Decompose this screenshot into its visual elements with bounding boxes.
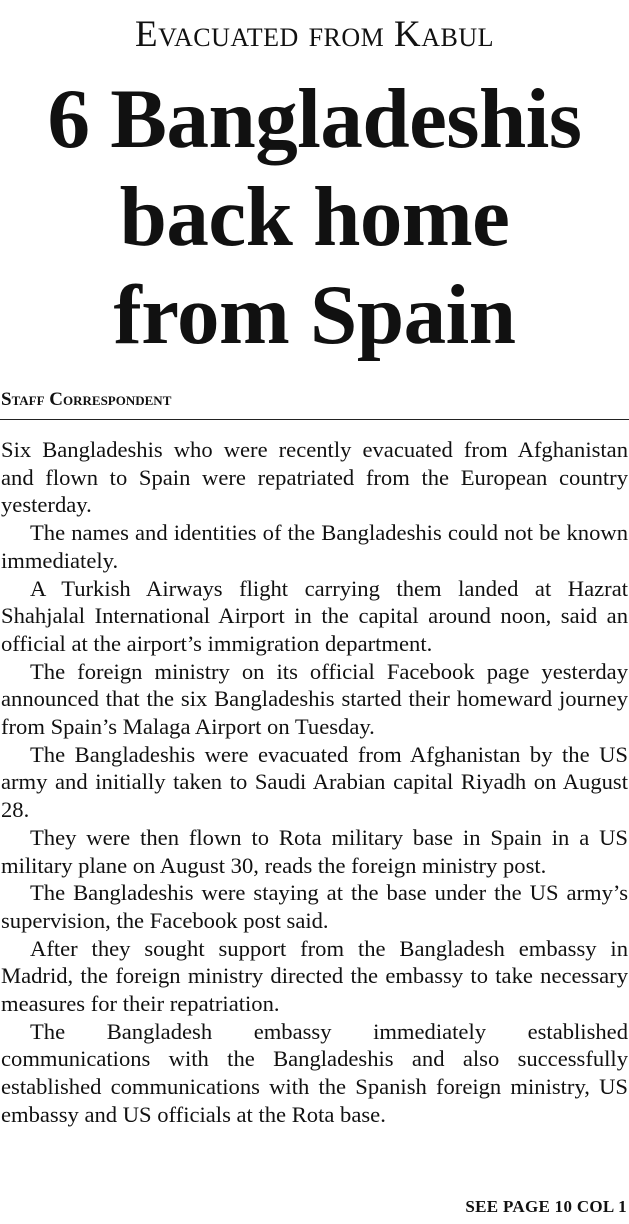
headline-line-3: from Spain [113,268,516,362]
paragraph: The Bangladeshis were evacuated from Afghanistan by the US army and initially taken to Saudi Arabian capital Riyadh on August 28. [1,741,628,823]
paragraph: Six Bangladeshis who were recently evacuated from Afghanistan and flown to Spain were repatriated from the European country yesterday. [1,437,628,518]
paragraph: A Turkish Airways flight carrying them landed at Hazrat Shahjalal International Airport in the capital around noon, said an official at the airport’s immigration department. [1,575,628,656]
article-body [1,436,628,1129]
paragraph: The Bangladeshis were staying at the base under the US army’s supervision, the Facebook post said. [1,880,628,933]
paragraph: The foreign ministry on its official Facebook page yesterday announced that the six Bangladeshis started their homeward journey from Spain’s Malaga Airport on Tuesday. [1,658,628,740]
byline-divider [0,419,629,420]
byline: Staff Correspondent [1,389,172,410]
headline-line-1: 6 Bangladeshis [47,72,582,166]
paragraph: They were then flown to Rota military base in Spain in a US military plane on August 30, reads the foreign ministry post. [1,824,628,878]
paragraph: After they sought support from the Bangladesh embassy in Madrid, the foreign ministry directed the embassy to take necessary measures for their repatriation. [1,935,628,1017]
headline [0,70,629,364]
headline-line-2: back home [119,170,510,264]
paragraph: The names and identities of the Bangladeshis could not be known immediately. [1,520,628,573]
continuation-jump-line: SEE PAGE 10 COL 1 [465,1197,627,1216]
paragraph: The Bangladesh embassy immediately established communications with the Bangladeshis and also successfully established communications with the Spanish foreign ministry, US embassy and US officials at the Rota base. [1,1018,628,1127]
kicker: Evacuated from Kabul [134,14,495,55]
